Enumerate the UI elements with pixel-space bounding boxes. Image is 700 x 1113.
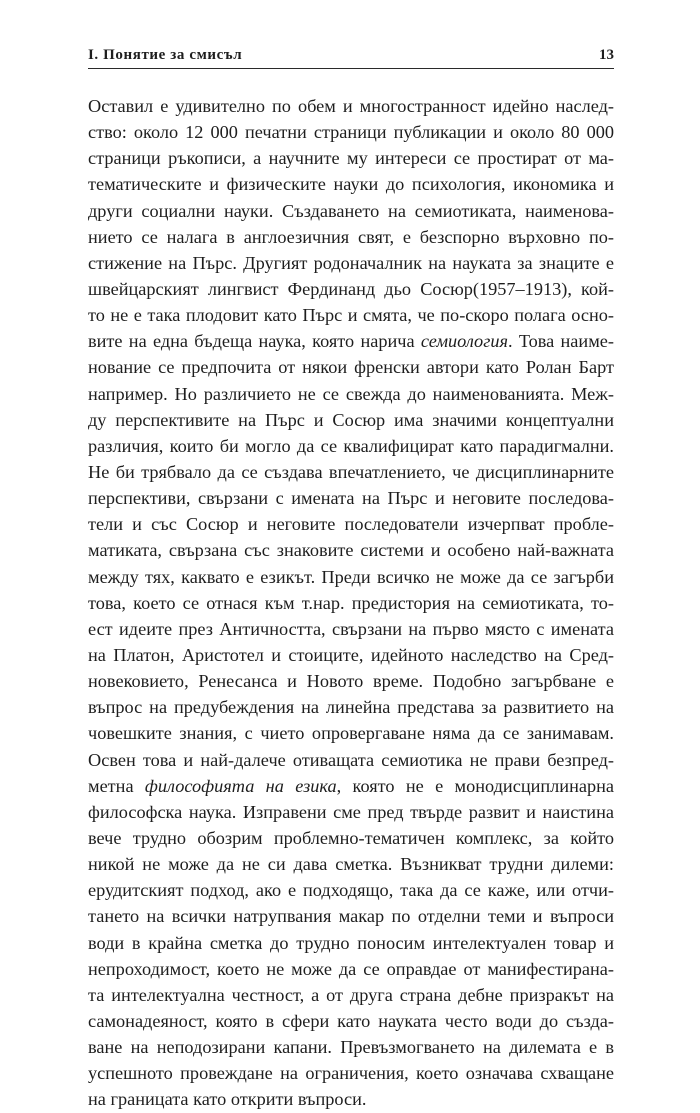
text-line: различия, които би могло да се квалифицират като парадигмални. (88, 435, 614, 456)
text-line: ство: около 12 000 печатни страници публикации и около 80 000 (88, 122, 614, 143)
text-line: това, което се отнася към т.нар. предистория на семиотиката, то- (88, 592, 614, 613)
text-line: Освен това и най-далече отиващата семиотика не прави безпред- (88, 749, 614, 770)
text-line: тането на всички натрупвания макар по отделни теми и въпроси (88, 906, 614, 927)
text-line: ест идеите през Античността, свързани на първо място с имената (88, 618, 614, 639)
text-line: на границата като открити въпроси. (88, 1089, 367, 1110)
page-number: 13 (599, 47, 614, 63)
text-line: успешното провеждане на ограничения, което означава схващане (88, 1063, 614, 1084)
text-line (88, 328, 614, 354)
text-segment: вите на една бъдеща наука, която нарича (88, 331, 421, 352)
text-line: тели и със Сосюр и неговите последователи изчерпват пробле- (88, 514, 614, 535)
text-line: между тях, каквато е езикът. Преди всичко не може да се загърби (88, 566, 614, 587)
running-head (88, 44, 614, 69)
text-segment: . Това наиме- (507, 331, 614, 352)
text-line: човешките знания, с чието опровергаване няма да се занимавам. (88, 723, 614, 744)
text-line: страници ръкописи, а научните му интереси се простират от ма- (88, 148, 614, 169)
text-line: например. Но различието не се свежда до наименованията. Меж- (88, 383, 614, 404)
text-line: Оставил е удивително по обем и многостранност идейно наслед- (88, 96, 614, 116)
text-line: философска наука. Изправени сме пред твърде развит и наистина (88, 801, 614, 822)
text-line: никой не може да не си дава сметка. Възникват трудни дилеми: (88, 854, 614, 875)
text-line: вече трудно обозрим проблемно-тематичен комплекс, за който (88, 827, 614, 848)
text-line: матиката, свързана със знаковите системи и особено най-важната (88, 540, 614, 561)
text-line: въпрос на предубеждения на линейна представа за развитието на (88, 697, 614, 718)
text-line: новековието, Ренесанса и Новото време. Подобно загърбване е (88, 671, 614, 692)
text-line: ерудитският подход, ако е подходящо, така да се каже, или отчи- (88, 880, 614, 901)
text-line: води в крайна сметка до трудно поносим интелектуален товар и (88, 932, 614, 953)
italic-term: философията на езика (144, 775, 337, 796)
chapter-title: I. Понятие за смисъл (88, 47, 243, 63)
text-line: непроходимост, което не може да се оправдае от манифестирана- (88, 958, 614, 979)
text-line: та интелектуална честност, а от друга страна дебне призракът на (88, 984, 614, 1005)
text-line: нование се предпочита от някои френски автори като Ролан Барт (88, 357, 614, 378)
body-paragraph (88, 93, 614, 1112)
text-line: тематическите и физическите науки до психология, икономика и (88, 174, 614, 195)
text-line: нието се налага в англоезичния свят, е безспорно върховно по- (88, 226, 614, 247)
text-line: ду перспективите на Пърс и Сосюр има значими концептуални (88, 409, 614, 430)
text-line: то не е така плодовит като Пърс и смята, че по-скоро полага осно- (88, 305, 614, 326)
text-line: перспективи, свързани с имената на Пърс и неговите последова- (88, 488, 614, 509)
text-segment: , която не е монодисциплинарна (336, 775, 615, 796)
text-line: стижение на Пърс. Другият родоначалник на науката за знаците е (88, 252, 614, 273)
italic-term: семиология (420, 331, 508, 352)
text-line: ване на неподозирани капани. Превъзмогването на дилемата е в (88, 1037, 614, 1058)
text-line: Не би трябвало да се създава впечатлението, че дисциплинарните (88, 461, 614, 482)
text-segment: метна (88, 775, 145, 796)
text-line: самонадеяност, която в сфери като науката често води до създа- (88, 1010, 614, 1031)
text-line: на Платон, Аристотел и стоиците, идейното наследство на Сред- (88, 644, 614, 665)
text-line: други социални науки. Създаването на семиотиката, наименова- (88, 200, 614, 221)
text-line: швейцарският лингвист Фердинанд дьо Сосюр(1957–1913), кой- (88, 278, 614, 299)
text-line (88, 773, 614, 799)
